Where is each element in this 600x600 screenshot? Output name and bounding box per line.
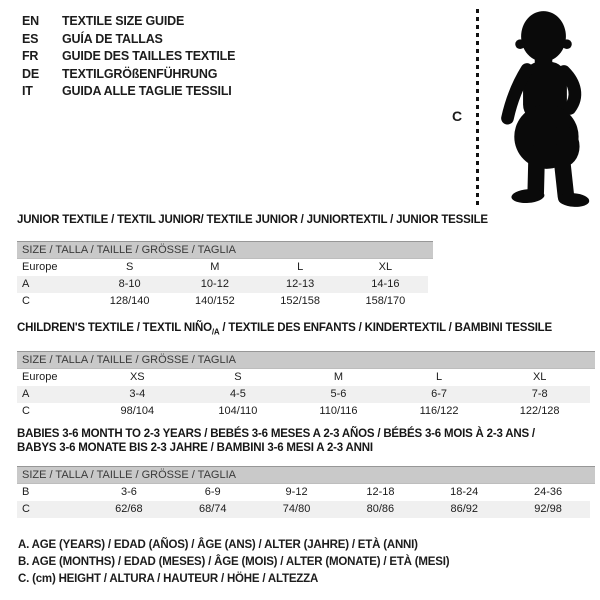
table-row-age: [17, 386, 590, 403]
legend-line-a: A. AGE (YEARS) / EDAD (AÑOS) / ÂGE (ANS) / ALTER (JAHRE) / ETÀ (ANNI): [18, 539, 418, 551]
table-row-height: [17, 293, 428, 310]
lang-row-en: [22, 13, 235, 31]
lang-code: EN: [22, 14, 39, 28]
toddler-silhouette-icon: [488, 6, 600, 208]
value-cell: 7-8: [531, 387, 548, 400]
table-row-europe: [17, 369, 590, 386]
value-cell: 98/104: [120, 404, 155, 417]
row-label: C: [22, 503, 30, 515]
size-cell: XS: [129, 370, 145, 383]
height-measure-label: C: [452, 108, 463, 124]
measurement-legend: [18, 537, 449, 588]
size-cell: M: [333, 370, 344, 383]
babies-table-title-line1: BABIES 3-6 MONTH TO 2-3 YEARS / BEBÉS 3-6 MESES A 2-3 AÑOS / BÉBÉS 3-6 MOIS À 2-3 ANS /: [17, 428, 535, 440]
lang-row-es: [22, 31, 235, 49]
size-cell: L: [297, 260, 304, 273]
lang-label: GUÍA DE TALLAS: [62, 31, 163, 46]
value-cell: 3-6: [120, 486, 137, 498]
value-cell: 80/86: [366, 503, 395, 515]
size-figure: [446, 4, 600, 212]
value-cell: 74/80: [282, 503, 311, 515]
value-cell: 152/158: [280, 294, 320, 307]
language-header: [22, 13, 235, 101]
value-cell: 9-12: [285, 486, 308, 498]
table-row-age: [17, 276, 428, 293]
value-cell: 128/140: [109, 294, 150, 307]
lang-code: ES: [22, 31, 39, 46]
size-header-bar: SIZE / TALLA / TAILLE / GRÖSSE / TAGLIA: [17, 466, 595, 484]
height-dashed-line-icon: [476, 9, 479, 208]
lang-label: GUIDA ALLE TAGLIE TESSILI: [62, 84, 232, 98]
value-cell: 24-36: [533, 486, 563, 498]
value-cell: 5-6: [330, 387, 347, 400]
size-cell: L: [436, 370, 443, 383]
lang-label: TEXTILGRÖßENFÜHRUNG: [62, 66, 218, 81]
value-cell: 68/74: [198, 503, 227, 515]
junior-table-section: [17, 214, 488, 310]
row-label: Europe: [22, 370, 58, 383]
size-header-bar: SIZE / TALLA / TAILLE / GRÖSSE / TAGLIA: [17, 241, 433, 259]
lang-code: DE: [22, 66, 39, 81]
value-cell: 10-12: [200, 277, 229, 290]
size-cell: S: [234, 370, 242, 383]
value-cell: 62/68: [115, 503, 143, 515]
row-label: B: [22, 486, 30, 498]
table-row-height: [17, 501, 590, 518]
babies-table-section: [17, 428, 595, 518]
legend-line-b: B. AGE (MONTHS) / EDAD (MESES) / ÂGE (MOIS) / ALTER (MONATE) / ETÀ (MESI): [18, 556, 450, 568]
lang-row-de: [22, 66, 235, 84]
value-cell: 8-10: [118, 277, 141, 290]
size-header-bar: SIZE / TALLA / TAILLE / GRÖSSE / TAGLIA: [17, 351, 595, 369]
value-cell: 4-5: [229, 387, 246, 400]
value-cell: 14-16: [371, 277, 400, 290]
row-label: Europe: [22, 260, 58, 273]
row-label: A: [22, 277, 30, 290]
lang-row-fr: [22, 48, 235, 66]
lang-code: IT: [22, 84, 33, 98]
table-row-months: [17, 484, 590, 501]
value-cell: 12-13: [286, 277, 315, 290]
value-cell: 122/128: [519, 404, 560, 417]
value-cell: 158/170: [365, 294, 406, 307]
row-label: C: [22, 404, 30, 417]
lang-code: FR: [22, 49, 39, 63]
children-table-title: CHILDREN'S TEXTILE / TEXTIL $NIÑO_{/A}$ / TEXTILE DES ENFANTS / KINDERTEXTIL / BAMBINI TESSILE: [17, 322, 552, 337]
value-cell: 6-9: [204, 486, 221, 498]
value-cell: 116/122: [419, 404, 459, 417]
size-cell: M: [210, 260, 220, 273]
row-label: A: [22, 387, 30, 400]
babies-table-title-line2: BABYS 3-6 MONATE BIS 2-3 JAHRE / BAMBINI 3-6 MESI A 2-3 ANNI: [17, 441, 373, 454]
lang-label: GUIDE DES TAILLES TEXTILE: [62, 49, 236, 63]
size-cell: XL: [532, 370, 547, 383]
value-cell: 3-4: [129, 387, 146, 400]
row-label: C: [22, 294, 30, 307]
value-cell: 92/98: [534, 503, 562, 515]
value-cell: 104/110: [218, 404, 258, 417]
legend-line-c: C. (cm) HEIGHT / ALTURA / HAUTEUR / HÖHE / ALTEZZA: [18, 573, 319, 585]
table-row-height: [17, 403, 590, 420]
value-cell: 12-18: [366, 486, 395, 498]
value-cell: 86/92: [450, 503, 478, 515]
size-cell: XL: [378, 260, 393, 273]
junior-table-title: JUNIOR TEXTILE / TEXTIL JUNIOR/ TEXTILE JUNIOR / JUNIORTEXTIL / JUNIOR TESSILE: [17, 214, 488, 226]
lang-label: TEXTILE SIZE GUIDE: [62, 14, 185, 28]
value-cell: 110/116: [319, 404, 358, 417]
table-row-europe: [17, 259, 428, 276]
value-cell: 6-7: [431, 387, 448, 400]
lang-row-it: [22, 83, 235, 101]
value-cell: 18-24: [450, 486, 479, 498]
children-table-section: [17, 322, 595, 420]
size-cell: S: [125, 260, 134, 273]
value-cell: 140/152: [194, 294, 235, 307]
